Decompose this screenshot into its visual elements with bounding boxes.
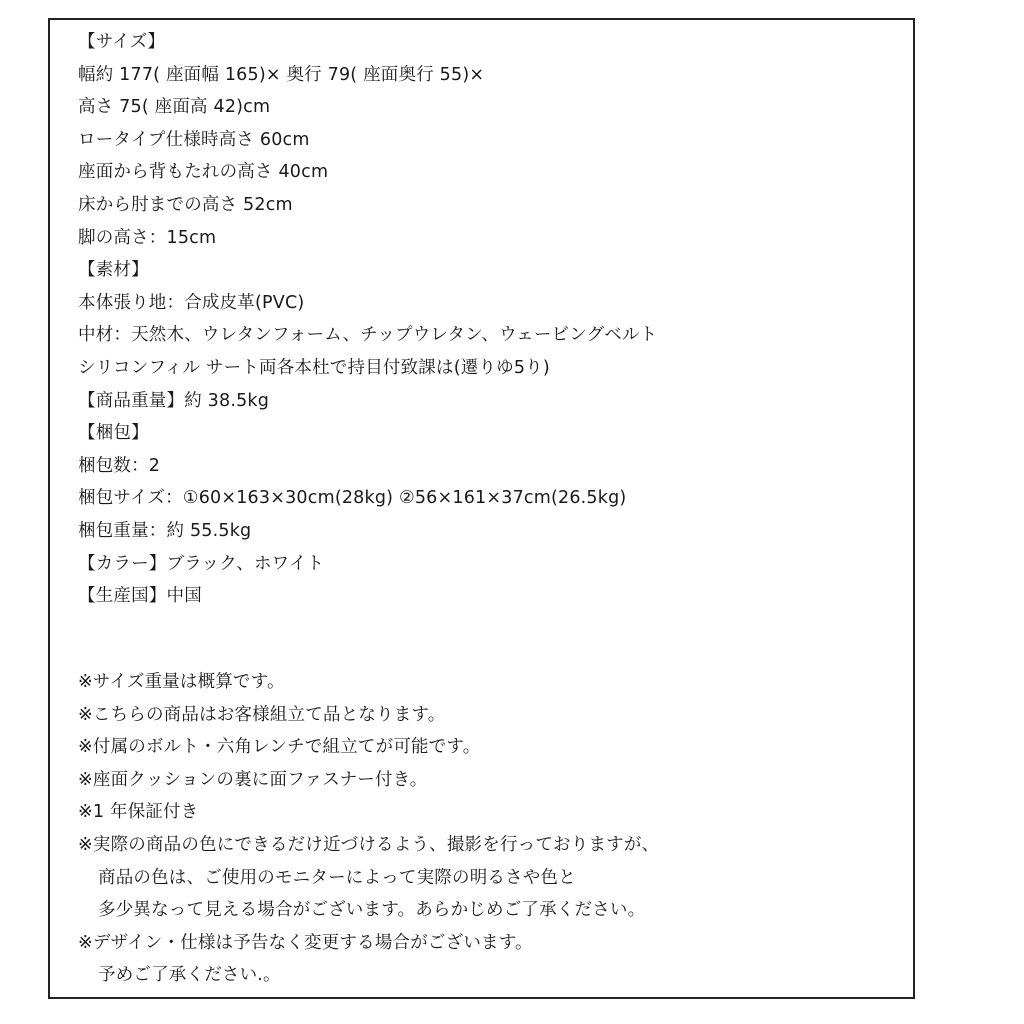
spec-line-filling: 中材：天然木、ウレタンフォーム、チップウレタン、ウェービングベルト bbox=[78, 325, 658, 346]
note-line: ※1 年保証付き bbox=[78, 802, 199, 823]
note-line: ※座面クッションの裏に面ファスナー付き。 bbox=[78, 769, 428, 790]
note-line: ※実際の商品の色にできるだけ近づけるよう、撮影を行っておりますが、 bbox=[78, 834, 660, 855]
section-heading-packaging: 【梱包】 bbox=[78, 423, 149, 444]
spec-list bbox=[78, 26, 657, 613]
spec-line-dimensions: 幅約 177( 座面幅 165)× 奥行 79( 座面奥行 55)× bbox=[78, 64, 485, 85]
note-line-continued: 商品の色は、ご使用のモニターによって実際の明るさや色と bbox=[98, 867, 576, 888]
note-line-continued: 予めご了承ください.。 bbox=[98, 965, 281, 986]
notes-list bbox=[78, 666, 659, 992]
spec-line-low-height: ロータイプ仕様時高さ 60cm bbox=[78, 129, 310, 150]
spec-line-back-height: 座面から背もたれの高さ 40cm bbox=[78, 162, 329, 183]
spec-line-leg-height: 脚の高さ：15cm bbox=[78, 227, 217, 248]
note-line: ※こちらの商品はお客様組立て品となります。 bbox=[78, 704, 446, 725]
spec-line-armrest-height: 床から肘までの高さ 52cm bbox=[78, 194, 293, 215]
section-heading-size: 【サイズ】 bbox=[78, 32, 166, 52]
spec-line-package-weight: 梱包重量：約 55.5kg bbox=[78, 520, 252, 541]
spec-line-filling-note: シリコンフィル サート両各本杜で持目付致課は(遷りゆ5り) bbox=[78, 357, 550, 378]
spec-line-height: 高さ 75( 座面高 42)cm bbox=[78, 97, 271, 118]
note-line: ※付属のボルト・六角レンチで組立てが可能です。 bbox=[78, 737, 481, 758]
note-line: ※サイズ重量は概算です。 bbox=[78, 672, 285, 692]
spec-line-upholstery: 本体張り地：合成皮革(PVC) bbox=[78, 292, 305, 313]
spec-line-product-weight: 【商品重量】約 38.5kg bbox=[78, 390, 270, 411]
spec-line-color: 【カラー】ブラック、ホワイト bbox=[78, 553, 325, 574]
spec-line-package-count: 梱包数：2 bbox=[78, 455, 161, 476]
section-heading-material: 【素材】 bbox=[78, 260, 149, 281]
spec-line-package-size: 梱包サイズ：①60×163×30cm(28kg) ②56×161×37cm(26.5kg) bbox=[78, 488, 627, 509]
note-line-continued: 多少異なって見える場合がございます。あらかじめご了承ください。 bbox=[98, 900, 646, 921]
spec-line-country: 【生産国】中国 bbox=[78, 586, 202, 607]
note-line: ※デザイン・仕様は予告なく変更する場合がございます。 bbox=[78, 932, 533, 953]
